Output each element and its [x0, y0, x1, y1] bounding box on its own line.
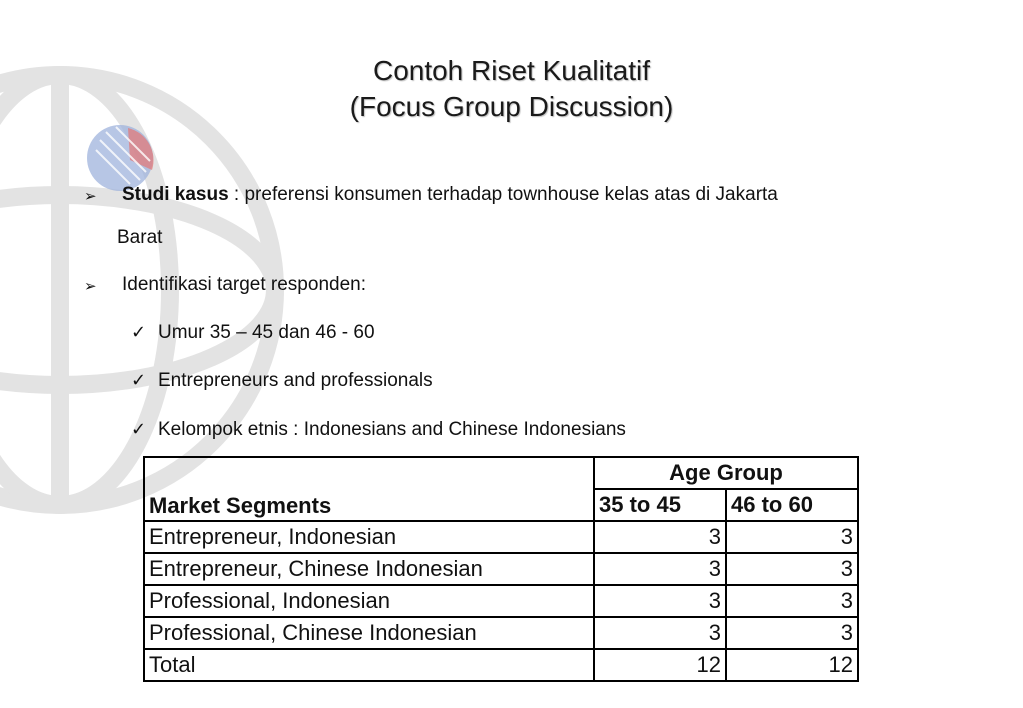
bullet-bold-label: Studi kasus	[122, 184, 229, 205]
row-label: Professional, Chinese Indonesian	[144, 617, 594, 649]
cell-value: 3	[726, 553, 858, 585]
bullet-identifikasi: Identifikasi target responden:	[122, 274, 366, 295]
checkmark-icon: ✓	[131, 419, 147, 439]
cell-value: 12	[594, 649, 726, 681]
slide-title-line1: Contoh Riset Kualitatif	[372, 55, 651, 86]
subitem-etnis: Kelompok etnis : Indonesians and Chinese Indonesians	[158, 419, 626, 440]
cell-value: 3	[594, 617, 726, 649]
table-row	[144, 521, 858, 553]
column-header: 46 to 60	[726, 489, 858, 521]
cell-value: 12	[726, 649, 858, 681]
table-row	[144, 585, 858, 617]
market-segments-table	[143, 456, 859, 682]
age-group-header: Age Group	[594, 457, 858, 489]
subitem-umur: Umur 35 – 45 dan 46 - 60	[158, 322, 375, 343]
table-row	[144, 617, 858, 649]
table-header-row	[144, 457, 858, 489]
cell-value: 3	[726, 617, 858, 649]
row-label: Entrepreneur, Chinese Indonesian	[144, 553, 594, 585]
column-header: 35 to 45	[594, 489, 726, 521]
row-label: Total	[144, 649, 594, 681]
table-row-total	[144, 649, 858, 681]
cell-value: 3	[726, 585, 858, 617]
arrow-bullet-icon: ➢	[84, 278, 97, 295]
bullet-continuation: Barat	[117, 227, 163, 248]
slide-title-line2: (Focus Group Discussion)	[349, 91, 674, 122]
cell-value: 3	[594, 553, 726, 585]
row-label: Professional, Indonesian	[144, 585, 594, 617]
cell-value: 3	[594, 521, 726, 553]
arrow-bullet-icon: ➢	[84, 188, 97, 205]
bullet-studi-kasus	[122, 184, 778, 206]
bullet-text: : preferensi konsumen terhadap townhouse kelas atas di Jakarta	[228, 184, 778, 205]
row-label: Entrepreneur, Indonesian	[144, 521, 594, 553]
cell-value: 3	[726, 521, 858, 553]
table-row	[144, 553, 858, 585]
segment-header-cell: Market Segments	[144, 457, 594, 521]
checkmark-icon: ✓	[131, 322, 147, 342]
checkmark-icon: ✓	[131, 370, 147, 390]
cell-value: 3	[594, 585, 726, 617]
subitem-entrepreneurs: Entrepreneurs and professionals	[158, 370, 433, 391]
logo-emblem	[87, 125, 154, 191]
